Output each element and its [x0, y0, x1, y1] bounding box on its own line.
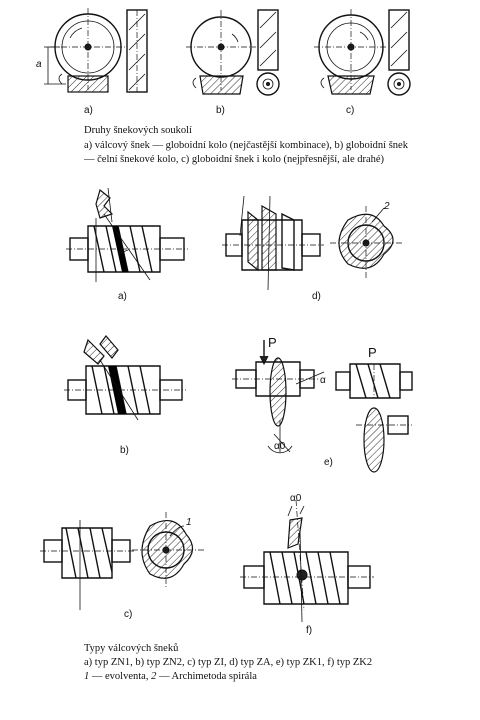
figure2-caption-line1: a) typ ZN1, b) typ ZN2, c) typ ZI, d) typ ZA, e) typ ZK1, f) typ ZK2 — [84, 657, 373, 668]
alpha-label: α — [320, 375, 326, 386]
panel-label-c: c) — [346, 105, 355, 116]
figure1-caption-line2: — čelní šnekové kolo, c) globoidní šnek i kolo (nejpřesnější, ale drahé) — [84, 154, 385, 165]
gearset-b-drawing — [186, 10, 279, 95]
panel-label-zk2: f) — [306, 625, 313, 636]
worm-zi-drawing — [40, 512, 204, 610]
legend-text-1: — evolventa, — [89, 671, 152, 682]
callout-1: 1 — [186, 517, 192, 528]
alpha0-label-e: α0 — [274, 441, 286, 452]
worm-zn2-drawing — [64, 336, 186, 420]
worm-zk2-drawing — [240, 500, 374, 622]
legend-number-2: 2 — [151, 671, 157, 682]
worm-zn1-drawing — [66, 188, 188, 282]
figure2-caption-title: Typy válcových šneků — [84, 643, 179, 654]
legend-number-1: 1 — [84, 671, 90, 682]
figure1-caption-line1: a) válcový šnek — globoidní kolo (nejčastější kombinace), b) globoidní šnek — [84, 140, 408, 151]
panel-label-zn1: a) — [118, 291, 127, 302]
worm-zk1-drawing — [232, 340, 412, 472]
legend-text-2: — Archimetoda spirála — [156, 671, 257, 682]
panel-label-za: d) — [312, 291, 321, 302]
alpha0-label-f: α0 — [290, 493, 302, 504]
figure1-caption-title: Druhy šnekových soukolí — [84, 125, 192, 136]
figure2-caption-line2 — [84, 670, 257, 684]
gearset-c-drawing — [314, 9, 410, 95]
panel-label-b: b) — [216, 105, 225, 116]
worm-za-drawing — [222, 196, 404, 290]
panel-label-a: a) — [84, 105, 93, 116]
panel-label-zi: c) — [124, 609, 133, 620]
load-label-left: P — [268, 335, 277, 350]
center-distance-label: a — [36, 59, 42, 70]
gearset-a-drawing — [44, 8, 147, 92]
panel-label-zn2: b) — [120, 445, 129, 456]
callout-2: 2 — [384, 201, 390, 212]
load-label-right: P — [368, 345, 377, 360]
panel-label-zk1: e) — [324, 457, 333, 468]
